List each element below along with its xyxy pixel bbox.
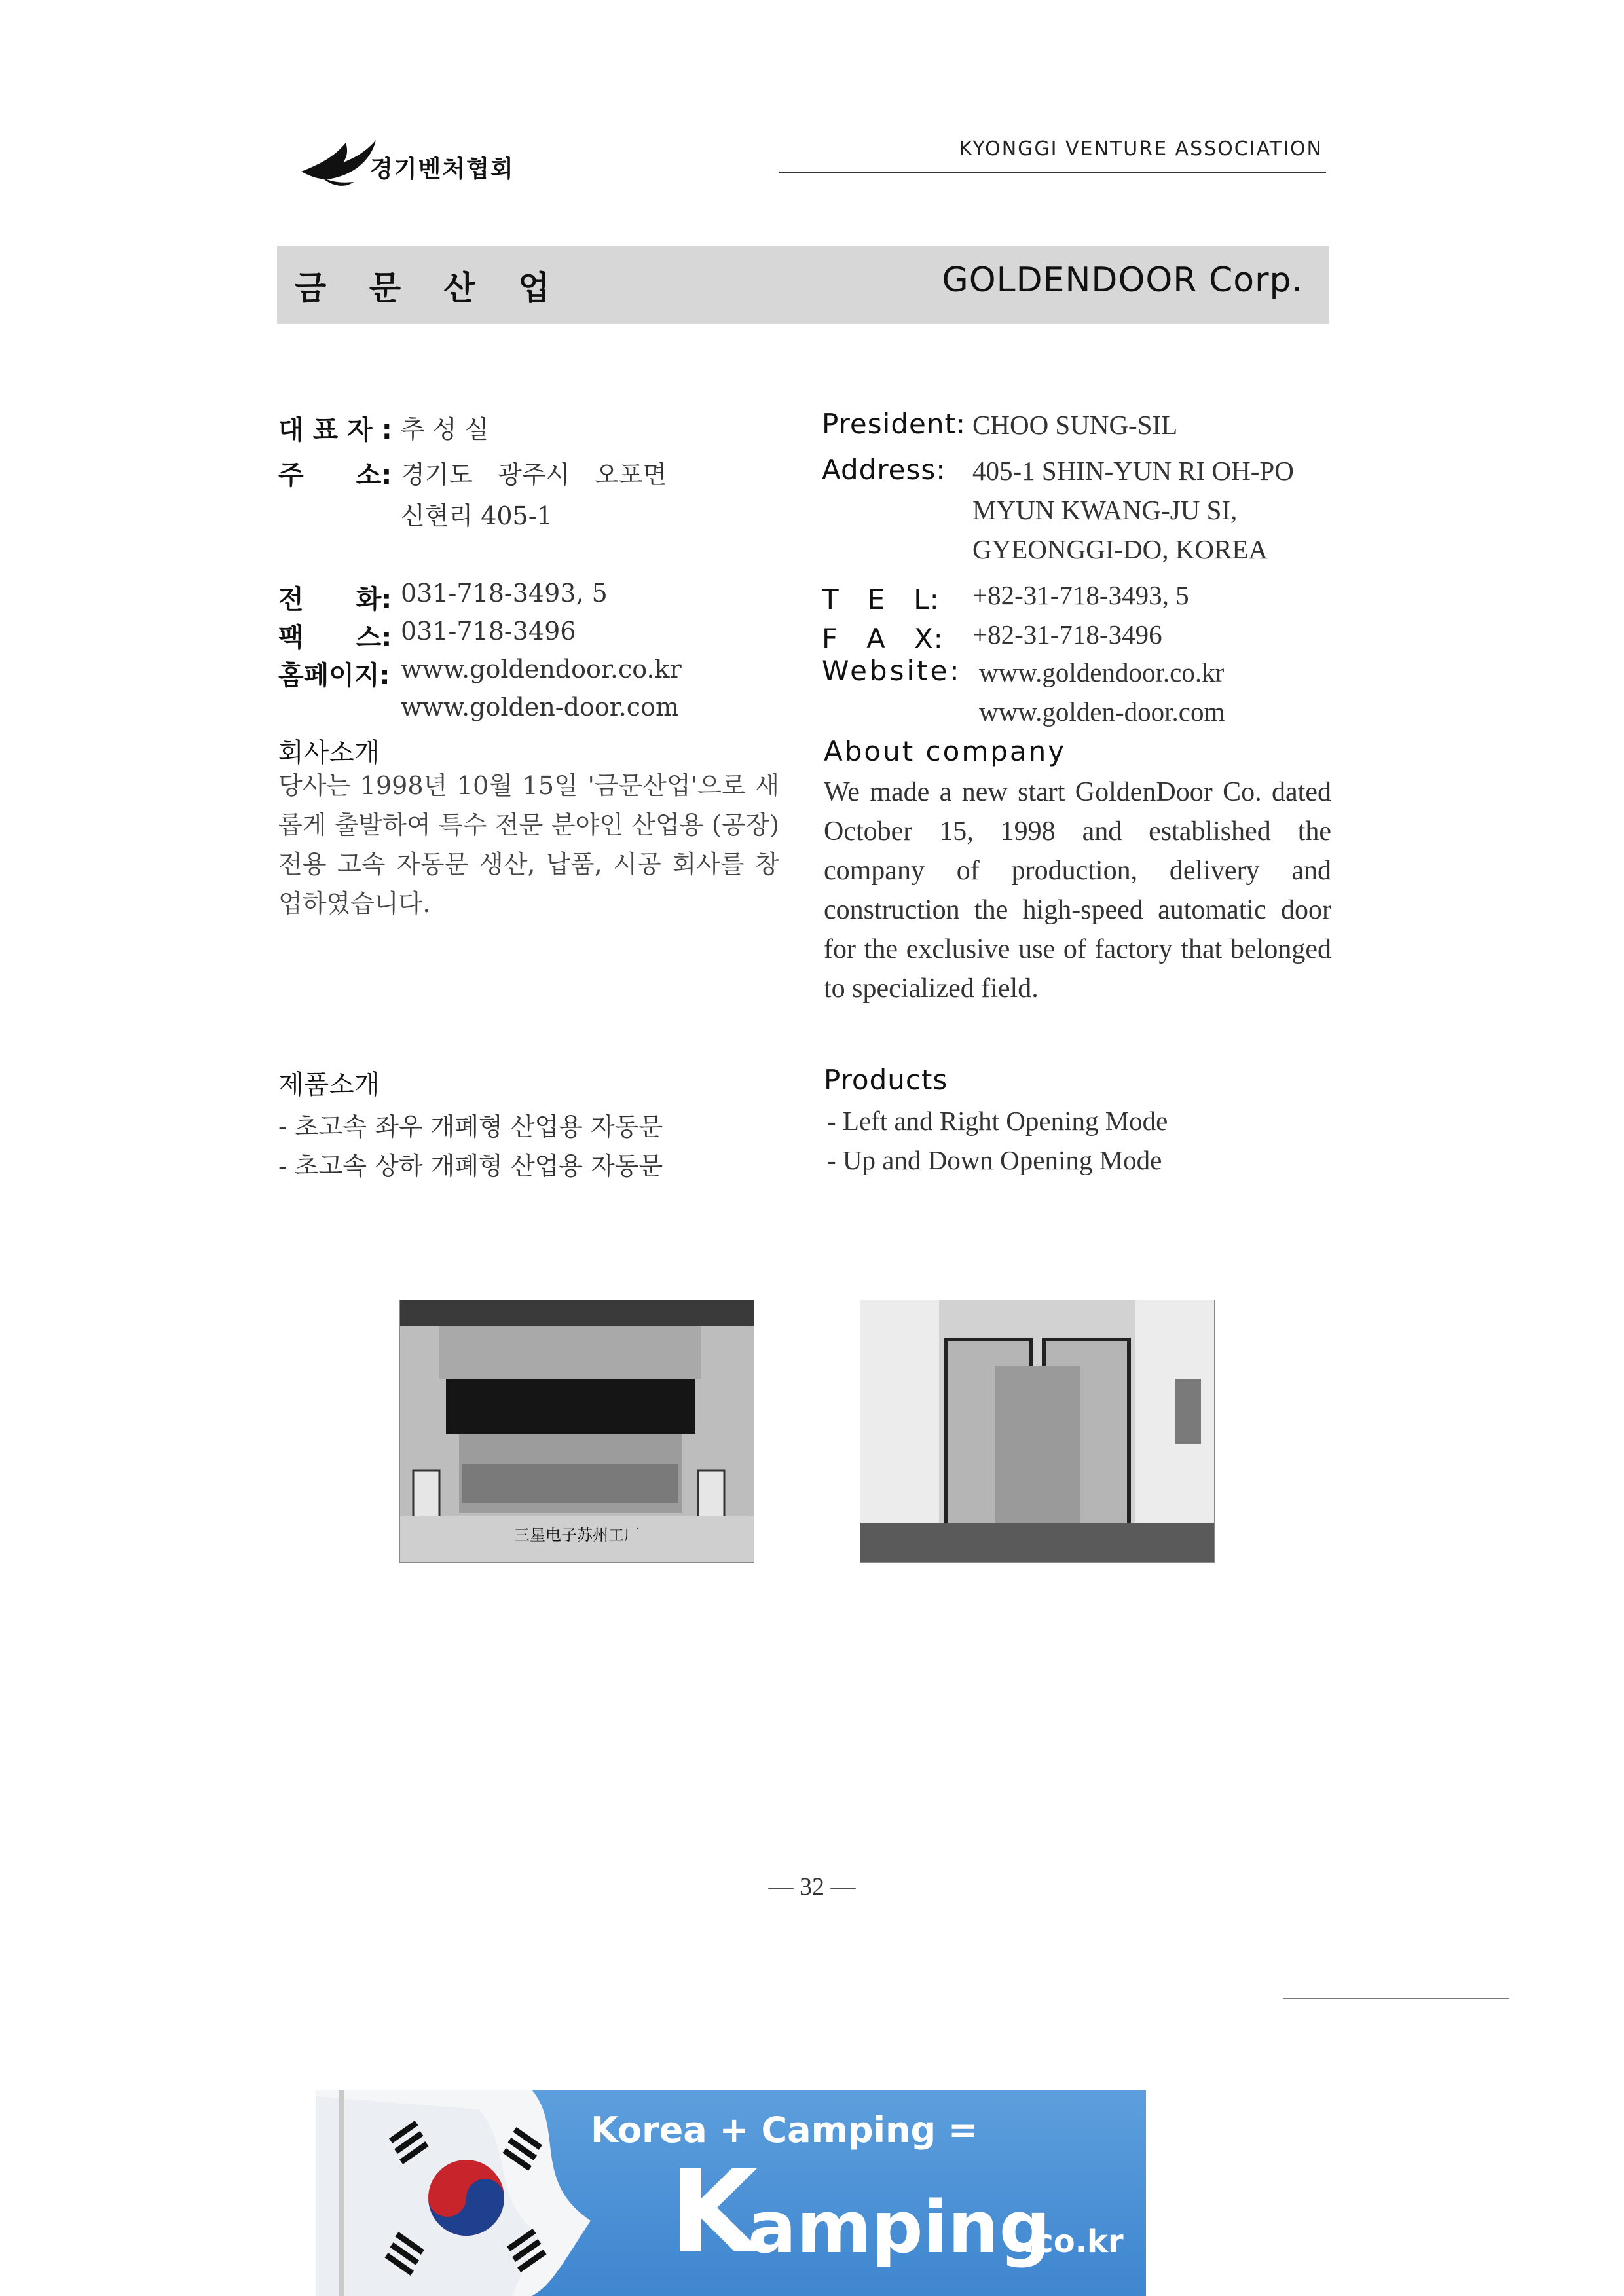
logo-text: 경기벤처협회 (370, 156, 515, 183)
banner-brand-word: amping (748, 2185, 1051, 2269)
about-heading-ko: 회사소개 (278, 738, 380, 768)
website-url-1-en[interactable]: www.goldendoor.co.kr (979, 657, 1225, 687)
address-line3-en: GYEONGGI-DO, KOREA (972, 534, 1268, 564)
clean-room-door-photo-icon (860, 1300, 1214, 1562)
address-line1-en: 405-1 SHIN-YUN RI OH-PO (972, 456, 1294, 486)
address-line2-ko: 신현리 405-1 (401, 501, 553, 530)
product-1-en: - Left and Right Opening Mode (827, 1106, 1168, 1136)
fax-label-ko: 팩 스: (278, 623, 392, 653)
homepage-label-ko: 홈페이지: (278, 661, 390, 691)
association-name: KYONGGI VENTURE ASSOCIATION (959, 137, 1323, 160)
address-line2-en: MYUN KWANG-JU SI, (972, 495, 1238, 525)
banner-brand-k: K (669, 2146, 758, 2279)
product-photo-up-down-door (860, 1300, 1215, 1563)
president-label-en: President: (822, 408, 967, 440)
tel-value-ko: 031-718-3493, 5 (401, 579, 608, 608)
tel-value-en: +82-31-718-3493, 5 (972, 580, 1189, 610)
fax-value-en: +82-31-718-3496 (972, 619, 1162, 649)
association-logo (295, 131, 583, 190)
product-2-ko: - 초고속 상하 개폐형 산업용 자동문 (278, 1152, 663, 1180)
about-text-en: We made a new start GoldenDoor Co. dated October 15, 1998 and established the company of production, delivery and construction the high-speed automatic door for the exclusive use of factory that belonged to specialized field. (824, 777, 1331, 1004)
website-label-en: Website: (822, 655, 962, 687)
address-label-ko: 주 소: (278, 460, 392, 490)
tel-label-ko: 전 화: (278, 585, 392, 615)
fax-value-ko: 031-718-3496 (401, 617, 576, 646)
page-number: — 32 — (768, 1873, 856, 1901)
address-line1-ko: 경기도 광주시 오포면 (401, 460, 667, 489)
company-name-korean: 금 문 산 업 (295, 269, 566, 307)
products-heading-en: Products (824, 1064, 948, 1096)
address-label-en: Address: (822, 454, 946, 486)
product-photo-left-right-door (399, 1300, 754, 1563)
banner-domain: .co.kr (1023, 2223, 1124, 2260)
products-heading-ko: 제품소개 (278, 1070, 380, 1100)
president-label-ko: 대 표 자 : (278, 415, 392, 445)
homepage-url-1-ko[interactable]: www.goldendoor.co.kr (401, 655, 682, 683)
margin-rule (1283, 1998, 1509, 1999)
header-divider (779, 172, 1326, 173)
homepage-url-2-ko[interactable]: www.golden-door.com (401, 693, 679, 721)
banner-tagline: Korea + Camping = (591, 2109, 978, 2151)
president-value-en: CHOO SUNG-SIL (972, 410, 1178, 440)
product-2-en: - Up and Down Opening Mode (827, 1145, 1162, 1175)
fax-label-en: F A X: (822, 623, 944, 655)
about-text-ko: 당사는 1998년 10월 15일 '금문산업'으로 새롭게 출발하여 특수 전문 분야인 산업용 (공장) 전용 고속 자동문 생산, 납품, 시공 회사를 창업하였습니다. (278, 771, 779, 918)
website-url-2-en[interactable]: www.golden-door.com (979, 697, 1225, 727)
about-heading-en: About company (824, 735, 1067, 767)
product-1-ko: - 초고속 좌우 개폐형 산업용 자동문 (278, 1112, 663, 1141)
kamping-banner[interactable] (316, 2090, 1146, 2296)
company-name-english: GOLDENDOOR Corp. (942, 261, 1303, 300)
president-value-ko: 추 성 실 (401, 415, 489, 444)
photo-caption-left: 三星电子苏州工厂 (514, 1526, 640, 1544)
tel-label-en: T E L: (822, 583, 940, 615)
swallow-logo-icon (295, 131, 380, 190)
